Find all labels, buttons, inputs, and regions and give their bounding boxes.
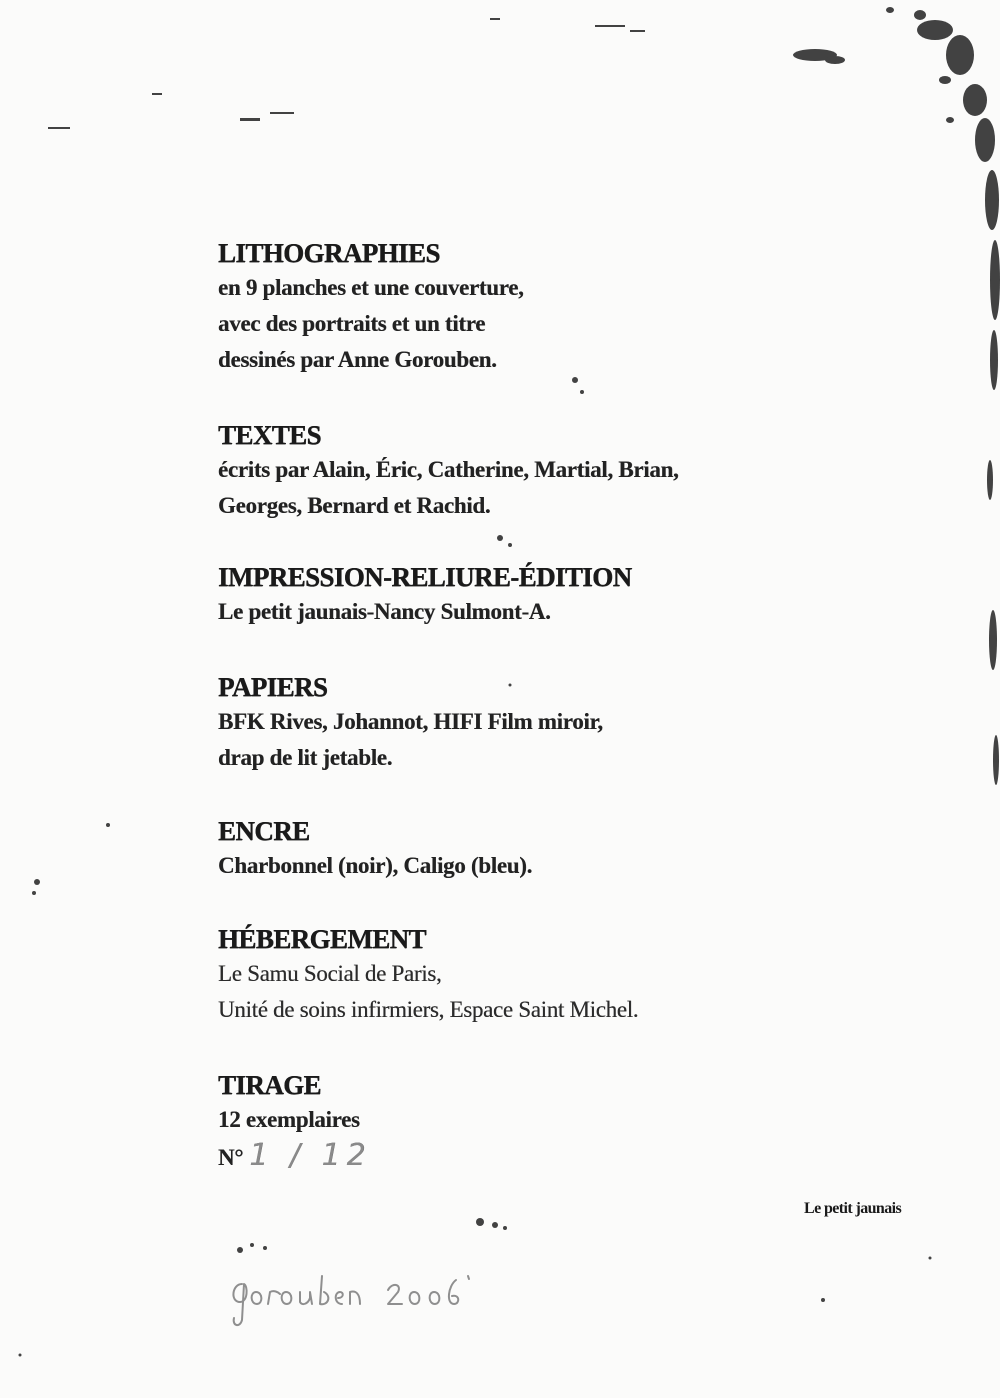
- copy-number-line: [218, 1138, 858, 1176]
- section-line: BFK Rives, Johannot, HIFI Film miroir,: [218, 709, 603, 734]
- section-line: en 9 planches et une couverture,: [218, 275, 524, 300]
- section-line: Charbonnel (noir), Caligo (bleu).: [218, 853, 533, 878]
- section-heading: TEXTES: [218, 420, 321, 450]
- section-lithographies: [218, 236, 858, 378]
- signature-text: Gorouben 2006: [228, 1330, 236, 1331]
- copy-number-label: N°: [218, 1145, 244, 1170]
- section-textes: [218, 418, 858, 524]
- section-heading: LITHOGRAPHIES: [218, 238, 440, 268]
- handwritten-signature: [228, 1262, 488, 1332]
- section-papiers: [218, 670, 858, 776]
- section-hebergement: [218, 922, 858, 1028]
- section-line: Le Samu Social de Paris,: [218, 961, 442, 986]
- section-line: Unité de soins infirmiers, Espace Saint Michel.: [218, 997, 639, 1022]
- section-tirage: [218, 1068, 858, 1176]
- section-heading: PAPIERS: [218, 672, 328, 702]
- section-heading: TIRAGE: [218, 1070, 321, 1100]
- section-encre: [218, 814, 858, 884]
- section-line: avec des portraits et un titre: [218, 311, 486, 336]
- section-heading: ENCRE: [218, 816, 310, 846]
- publisher-mark: Le petit jaunais: [804, 1200, 902, 1217]
- copy-number-handwritten: 1 / 12: [249, 1138, 372, 1173]
- section-heading: IMPRESSION-RELIURE-ÉDITION: [218, 562, 632, 592]
- section-line: écrits par Alain, Éric, Catherine, Martial, Brian,: [218, 457, 679, 482]
- section-heading: HÉBERGEMENT: [218, 924, 426, 954]
- section-line: Georges, Bernard et Rachid.: [218, 493, 491, 518]
- section-line: Le petit jaunais-Nancy Sulmont-A.: [218, 599, 551, 624]
- section-line: dessinés par Anne Gorouben.: [218, 347, 497, 372]
- section-line: 12 exemplaires: [218, 1107, 360, 1132]
- section-impression: [218, 560, 858, 630]
- section-line: drap de lit jetable.: [218, 745, 393, 770]
